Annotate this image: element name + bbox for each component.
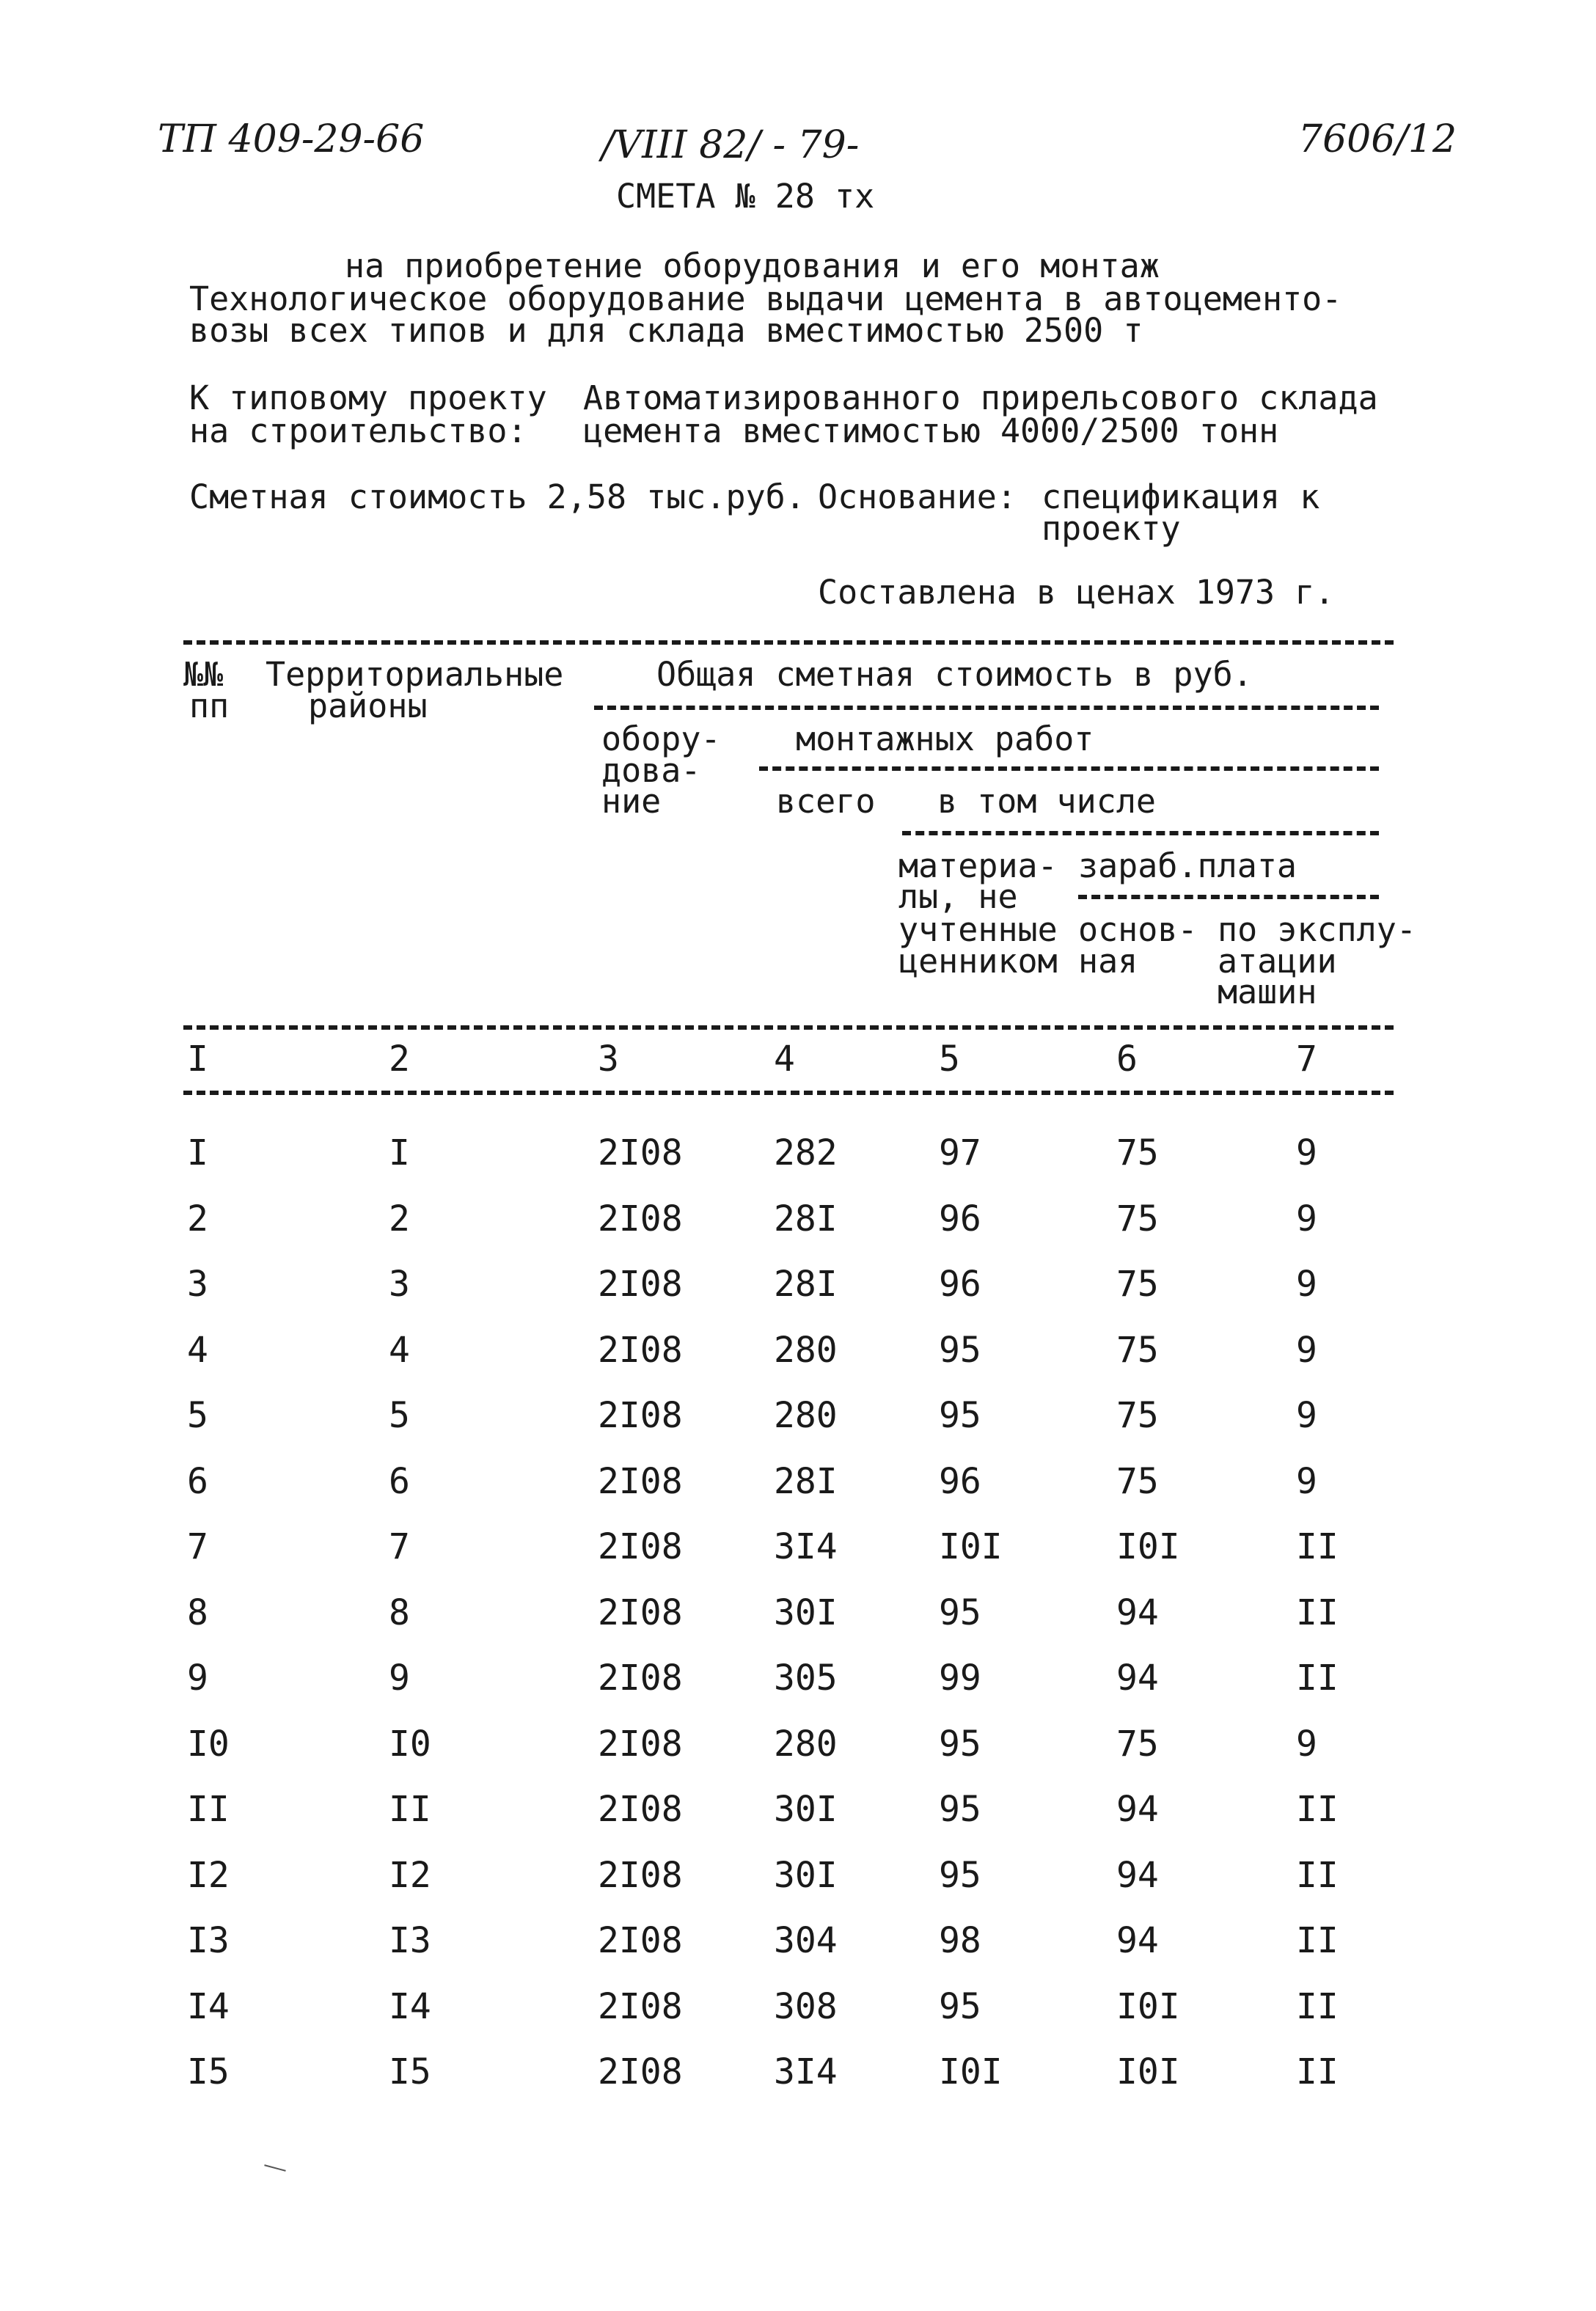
- table-cell: 2I08: [598, 1461, 683, 1502]
- table-cell: 95: [939, 1986, 981, 2027]
- table-cell: I0: [187, 1724, 230, 1765]
- table-cell: 96: [939, 1264, 981, 1305]
- table-cell: 6: [187, 1461, 208, 1502]
- table-cell: I0I: [939, 2051, 1003, 2092]
- table-cell: 95: [939, 1592, 981, 1633]
- table-cell: 9: [1296, 1724, 1317, 1765]
- header-machines-line-3: машин: [1218, 973, 1317, 1011]
- header-equip-line-1: обору-: [601, 719, 721, 758]
- document-code-center: /VIII 82/ - 79-: [601, 123, 860, 167]
- table-cell: 2I08: [598, 1526, 683, 1567]
- table-cell: 2I08: [598, 1920, 683, 1961]
- table-cell: I2: [389, 1855, 431, 1896]
- basis-line-1: спецификация к: [1042, 477, 1320, 516]
- header-rule-2: [759, 766, 1379, 771]
- table-cell: II: [1296, 1592, 1339, 1633]
- table-cell: 7: [389, 1526, 410, 1567]
- column-number: 3: [598, 1039, 619, 1080]
- table-cell: 75: [1116, 1330, 1159, 1371]
- project-value-line-1: Автоматизированного прирельсового склада: [583, 378, 1378, 417]
- table-cell: 2I08: [598, 1264, 683, 1305]
- table-cell: 9: [1296, 1132, 1317, 1173]
- table-cell: 95: [939, 1330, 981, 1371]
- table-cell: I3: [389, 1920, 431, 1961]
- table-cell: 2: [389, 1198, 410, 1239]
- header-wage: зараб.плата: [1078, 846, 1297, 885]
- description-line-1: на приобретение оборудования и его монтаж: [345, 246, 1160, 285]
- table-cell: 2: [187, 1198, 208, 1239]
- table-cell: 75: [1116, 1198, 1159, 1239]
- table-cell: 280: [774, 1395, 838, 1436]
- table-cell: 75: [1116, 1724, 1159, 1765]
- table-cell: 2I08: [598, 2051, 683, 2092]
- table-cell: 2I08: [598, 1855, 683, 1896]
- table-cell: 95: [939, 1724, 981, 1765]
- table-cell: 94: [1116, 1789, 1159, 1830]
- table-cell: 75: [1116, 1132, 1159, 1173]
- table-cell: 9: [1296, 1395, 1317, 1436]
- header-materials-line-2: лы, не: [898, 877, 1018, 916]
- header-total: всего: [776, 782, 876, 821]
- table-cell: II: [1296, 1658, 1339, 1699]
- header-region-line-2: районы: [308, 686, 428, 725]
- table-cell: 75: [1116, 1264, 1159, 1305]
- basis-label: Основание:: [818, 477, 1017, 516]
- table-cell: 5: [187, 1395, 208, 1436]
- description-line-2: Технологическое оборудование выдачи цемента в автоцементо-: [189, 279, 1342, 318]
- header-machines-line-1: по эксплу-: [1218, 910, 1416, 949]
- table-cell: II: [1296, 1986, 1339, 2027]
- table-cell: 97: [939, 1132, 981, 1173]
- table-cell: 7: [187, 1526, 208, 1567]
- table-cell: 2I08: [598, 1658, 683, 1699]
- header-region-line-1: Территориальные: [266, 655, 564, 694]
- table-cell: I4: [187, 1986, 230, 2027]
- table-cell: 94: [1116, 1920, 1159, 1961]
- table-cell: 94: [1116, 1855, 1159, 1896]
- table-cell: II: [1296, 1789, 1339, 1830]
- header-materials-line-3: учтенные: [898, 910, 1058, 949]
- table-cell: 9: [389, 1658, 410, 1699]
- table-cell: 95: [939, 1855, 981, 1896]
- table-cell: 3I4: [774, 1526, 838, 1567]
- project-value-line-2: цемента вместимостью 4000/2500 тонн: [583, 411, 1279, 450]
- column-number: 5: [939, 1039, 960, 1080]
- header-bottom-rule: [183, 1025, 1394, 1030]
- table-cell: 3: [187, 1264, 208, 1305]
- project-label-line-1: К типовому проекту: [189, 378, 547, 417]
- table-cell: 3: [389, 1264, 410, 1305]
- table-cell: 6: [389, 1461, 410, 1502]
- table-cell: I2: [187, 1855, 230, 1896]
- table-cell: 30I: [774, 1592, 838, 1633]
- basis-line-2: проекту: [1042, 509, 1181, 548]
- table-cell: 4: [389, 1330, 410, 1371]
- document-code-left: ТП 409-29-66: [158, 117, 425, 161]
- column-numbers-rule: [183, 1091, 1394, 1095]
- table-cell: 8: [389, 1592, 410, 1633]
- table-cell: 94: [1116, 1592, 1159, 1633]
- header-including: в том числе: [937, 782, 1157, 821]
- table-cell: 9: [1296, 1264, 1317, 1305]
- column-number: 6: [1116, 1039, 1138, 1080]
- header-rule-1: [594, 706, 1379, 710]
- header-equip-line-3: ние: [601, 782, 662, 821]
- table-cell: I4: [389, 1986, 431, 2027]
- table-cell: 2I08: [598, 1724, 683, 1765]
- table-cell: 280: [774, 1330, 838, 1371]
- header-materials-line-4: ценником: [898, 942, 1058, 981]
- table-cell: II: [1296, 2051, 1339, 2092]
- table-cell: 9: [1296, 1461, 1317, 1502]
- column-number: 4: [774, 1039, 795, 1080]
- table-cell: 305: [774, 1658, 838, 1699]
- table-cell: 75: [1116, 1461, 1159, 1502]
- table-cell: 94: [1116, 1658, 1159, 1699]
- estimated-cost: Сметная стоимость 2,58 тыс.руб.: [189, 477, 805, 516]
- table-cell: 8: [187, 1592, 208, 1633]
- table-cell: 30I: [774, 1789, 838, 1830]
- table-cell: I3: [187, 1920, 230, 1961]
- table-cell: 308: [774, 1986, 838, 2027]
- table-cell: I0I: [1116, 1526, 1180, 1567]
- table-cell: 95: [939, 1395, 981, 1436]
- prices-note: Составлена в ценах 1973 г.: [818, 573, 1335, 612]
- table-cell: 28I: [774, 1264, 838, 1305]
- description-line-3: возы всех типов и для склада вместимостью 2500 т: [189, 311, 1143, 350]
- table-cell: 99: [939, 1658, 981, 1699]
- table-cell: 2I08: [598, 1395, 683, 1436]
- table-cell: I0: [389, 1724, 431, 1765]
- table-cell: 2I08: [598, 1592, 683, 1633]
- table-cell: 3I4: [774, 2051, 838, 2092]
- page-title: СМЕТА № 28 тх: [616, 177, 875, 216]
- table-cell: 2I08: [598, 1198, 683, 1239]
- table-cell: I0I: [939, 1526, 1003, 1567]
- pen-mark: [264, 2164, 285, 2172]
- table-cell: I0I: [1116, 1986, 1180, 2027]
- table-cell: II: [1296, 1920, 1339, 1961]
- table-top-rule: [183, 640, 1394, 645]
- header-basic-line-1: основ-: [1078, 910, 1198, 949]
- table-cell: 2I08: [598, 1330, 683, 1371]
- table-cell: 95: [939, 1789, 981, 1830]
- table-cell: 2I08: [598, 1986, 683, 2027]
- project-label-line-2: на строительство:: [189, 411, 527, 450]
- table-cell: 304: [774, 1920, 838, 1961]
- header-num-line-2: пп: [189, 686, 230, 725]
- table-cell: I5: [389, 2051, 431, 2092]
- header-basic-line-2: ная: [1078, 942, 1138, 981]
- table-cell: I0I: [1116, 2051, 1180, 2092]
- table-cell: II: [1296, 1855, 1339, 1896]
- header-total-cost: Общая сметная стоимость в руб.: [656, 655, 1253, 694]
- table-cell: II: [389, 1789, 431, 1830]
- table-cell: 9: [187, 1658, 208, 1699]
- table-cell: 282: [774, 1132, 838, 1173]
- table-cell: I: [389, 1132, 410, 1173]
- column-number: I: [187, 1039, 208, 1080]
- table-cell: 2I08: [598, 1789, 683, 1830]
- sheet-number: 7606/12: [1298, 117, 1457, 161]
- table-cell: 280: [774, 1724, 838, 1765]
- table-cell: 96: [939, 1461, 981, 1502]
- table-cell: 9: [1296, 1330, 1317, 1371]
- header-num-line-1: №№: [183, 655, 224, 694]
- header-equip-line-2: дова-: [601, 751, 701, 790]
- column-number: 7: [1296, 1039, 1317, 1080]
- table-cell: 9: [1296, 1198, 1317, 1239]
- header-rule-4: [1078, 895, 1379, 899]
- header-install: монтажных работ: [796, 719, 1094, 758]
- table-cell: 98: [939, 1920, 981, 1961]
- header-machines-line-2: атации: [1218, 942, 1337, 981]
- table-cell: 28I: [774, 1198, 838, 1239]
- table-cell: 2I08: [598, 1132, 683, 1173]
- table-cell: II: [187, 1789, 230, 1830]
- table-cell: 30I: [774, 1855, 838, 1896]
- table-cell: 96: [939, 1198, 981, 1239]
- table-cell: 4: [187, 1330, 208, 1371]
- table-cell: II: [1296, 1526, 1339, 1567]
- header-materials-line-1: материа-: [898, 846, 1058, 885]
- table-cell: I5: [187, 2051, 230, 2092]
- table-cell: 5: [389, 1395, 410, 1436]
- header-rule-3: [902, 831, 1379, 835]
- table-cell: I: [187, 1132, 208, 1173]
- column-number: 2: [389, 1039, 410, 1080]
- table-cell: 75: [1116, 1395, 1159, 1436]
- table-cell: 28I: [774, 1461, 838, 1502]
